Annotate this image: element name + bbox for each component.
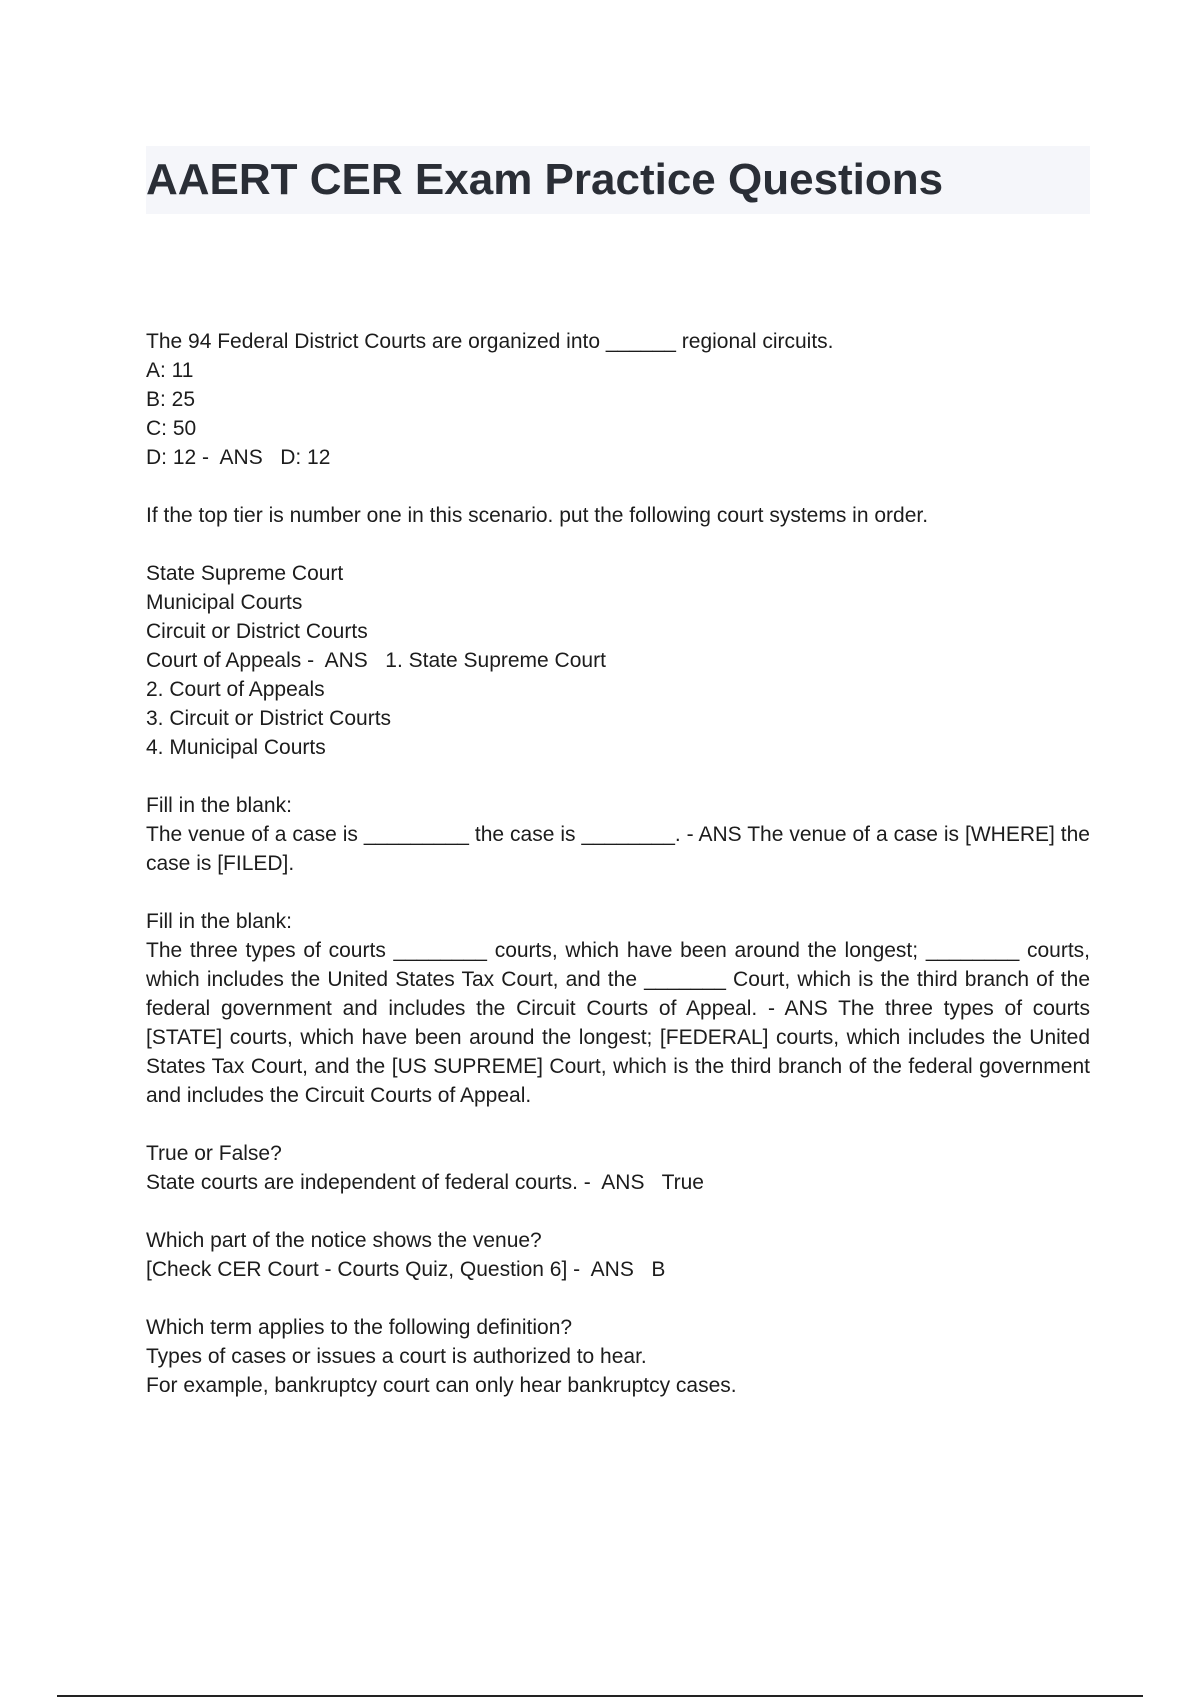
question-line: State Supreme Court [146, 562, 344, 585]
question-block-7 [146, 1226, 1090, 1284]
question-line: Types of cases or issues a court is authorized to hear. [146, 1345, 647, 1368]
question-line: 2. Court of Appeals [146, 678, 325, 701]
question-body: The venue of a case is _________ the case is ________. - ANS The venue of a case is [WHERE] the case is [FILED]. [146, 823, 1090, 875]
question-line: B: 25 [146, 388, 196, 411]
question-block-3 [146, 559, 1090, 762]
question-block-8 [146, 1313, 1090, 1400]
question-line: Which term applies to the following definition? [146, 1316, 573, 1339]
question-line: C: 50 [146, 417, 197, 440]
document-body [146, 327, 1090, 1429]
question-block-6 [146, 1139, 1090, 1197]
question-line: For example, bankruptcy court can only hear bankruptcy cases. [146, 1374, 737, 1397]
question-line: State courts are independent of federal courts. - ANS True [146, 1171, 704, 1194]
question-body: The three types of courts ________ courts, which have been around the longest; ________ courts, which includes the United States Tax Court, and the _______ Court, which is the third branch of the federal government and includes the Circuit Courts of Appeal. - ANS The three types of courts [STATE] courts, which have been around the longest; [FEDERAL] courts, which includes the United States Tax Court, and the [US SUPREME] Court, which is the third branch of the federal government and includes the Circuit Courts of Appeal. [146, 939, 1090, 1107]
question-prompt: Fill in the blank: [146, 910, 292, 933]
question-line: Circuit or District Courts [146, 620, 368, 643]
question-line: True or False? [146, 1142, 282, 1165]
question-line: Municipal Courts [146, 591, 303, 614]
question-line: Court of Appeals - ANS 1. State Supreme Court [146, 649, 606, 672]
question-line: D: 12 - ANS D: 12 [146, 446, 331, 469]
question-block-4 [146, 791, 1090, 878]
footer-divider [57, 1695, 1143, 1697]
question-line: 3. Circuit or District Courts [146, 707, 392, 730]
question-line: [Check CER Court - Courts Quiz, Question 6] - ANS B [146, 1258, 666, 1281]
question-line: Which part of the notice shows the venue? [146, 1229, 542, 1252]
question-block-5 [146, 907, 1090, 1110]
question-line: 4. Municipal Courts [146, 736, 326, 759]
question-prompt: Fill in the blank: [146, 794, 292, 817]
document-title: AAERT CER Exam Practice Questions [146, 155, 944, 204]
question-line: If the top tier is number one in this scenario. put the following court systems in order. [146, 504, 929, 527]
question-line: The 94 Federal District Courts are organized into ______ regional circuits. [146, 330, 834, 353]
question-line: A: 11 [146, 359, 194, 382]
question-block-2 [146, 501, 1090, 530]
question-block-1 [146, 327, 1090, 472]
